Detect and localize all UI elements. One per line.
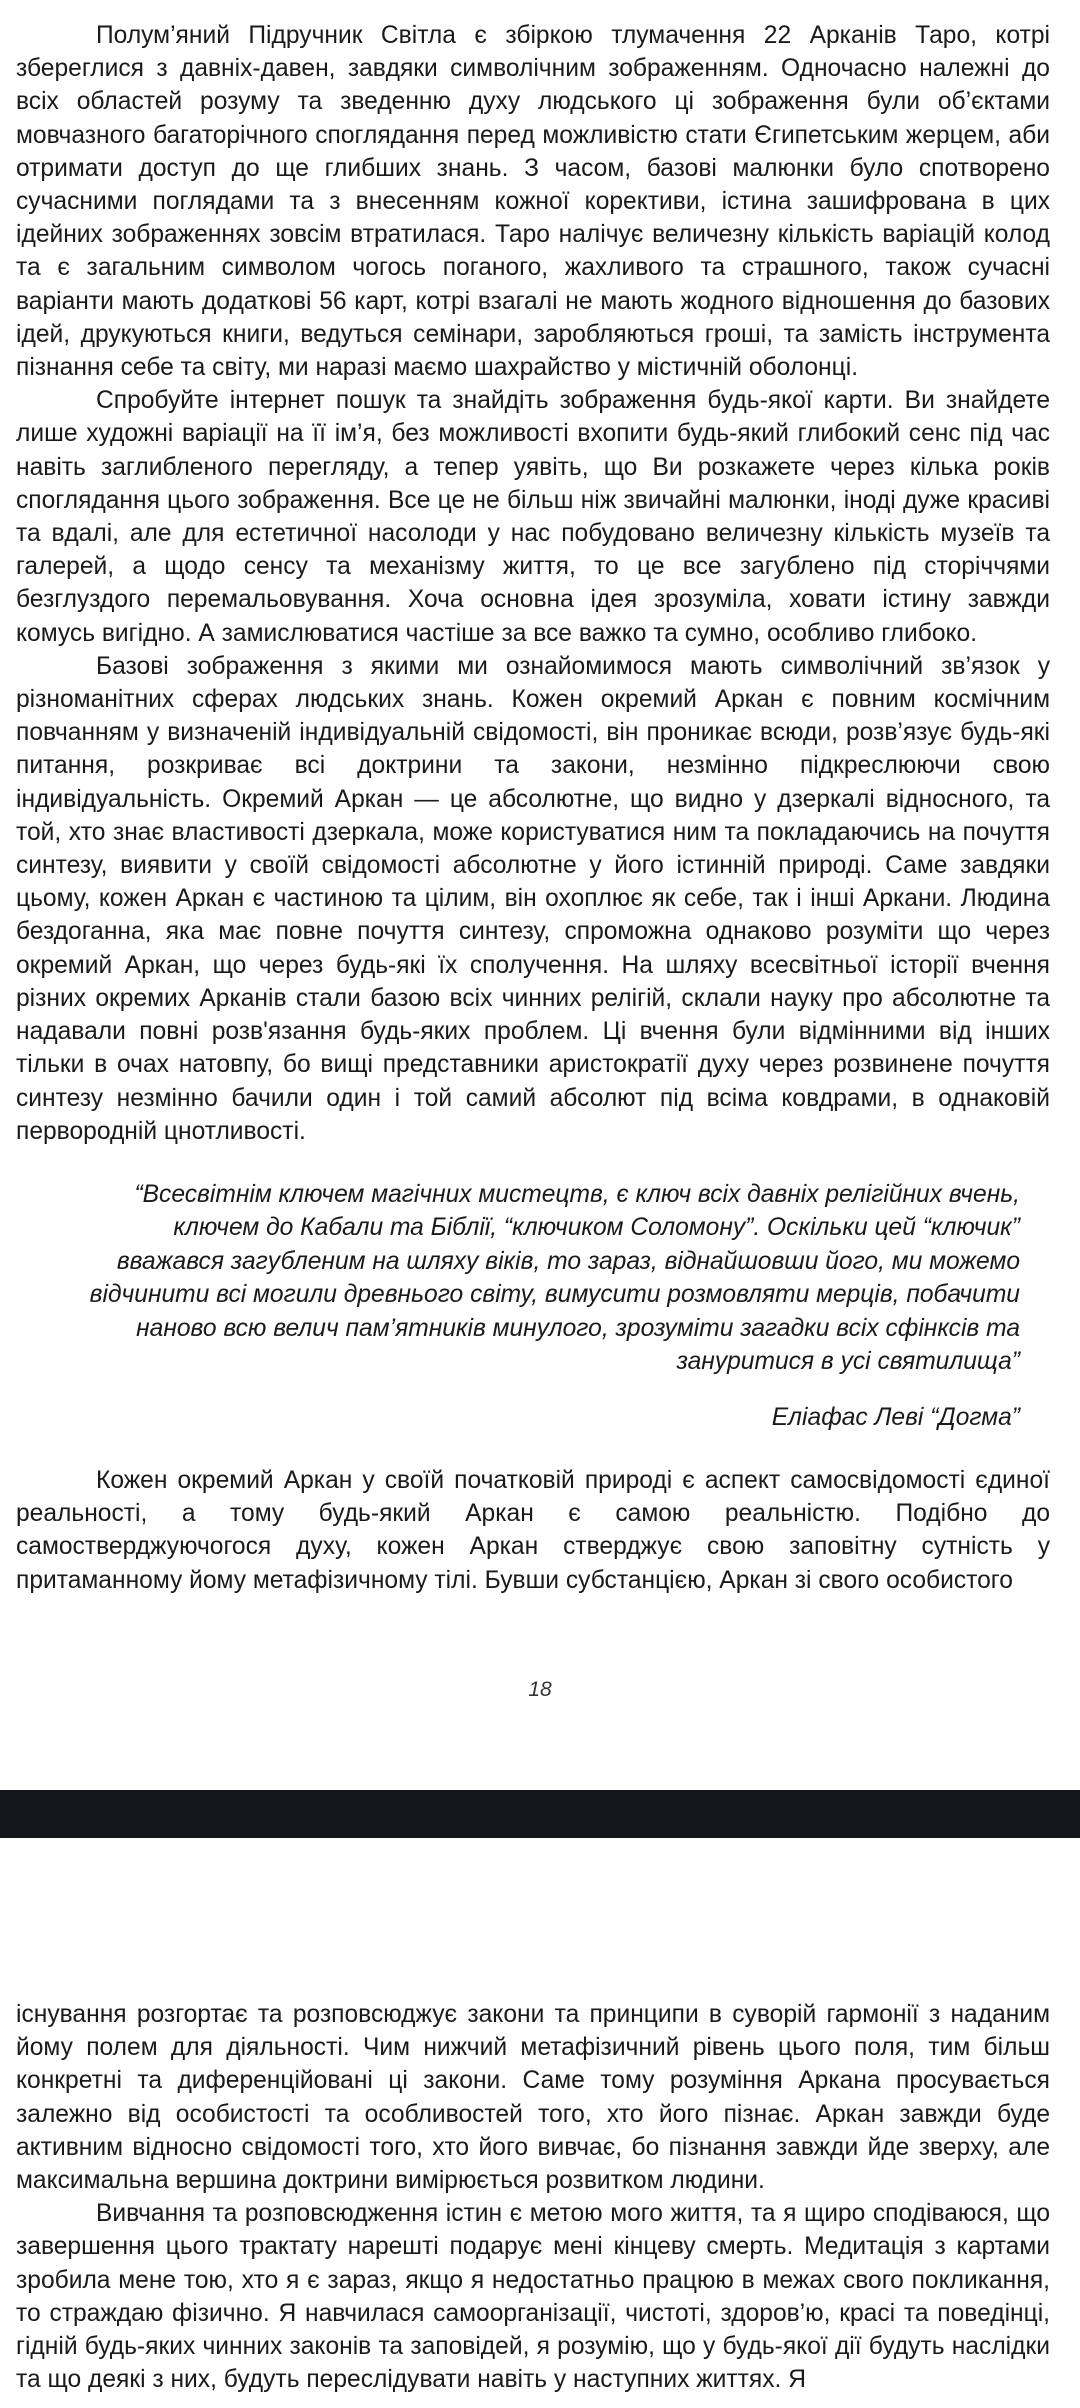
paragraph-arcana-nature: Кожен окремий Аркан у своїй початковій природі є аспект самосвідомості єдиної реальності, а тому будь-який Аркан є самою реальністю. Подібно до самостверджуючогося духу, кожен Аркан стверджує свою заповітну сутність у притаманному йому метафізичному тілі. Бувши субстанцією, Аркан зі свого особистого (16, 1466, 1050, 1594)
quote-attribution: Еліафас Леві “Догма” (771, 1403, 1020, 1431)
paragraph-internet-search: Спробуйте інтернет пошук та знайдіть зображення будь-якої карти. Ви знайдете лише художні варіації на її ім’я, без можливості вхопити будь-який глибокий сенс під час навіть заглибленого перегляду, а тепер уявіть, що Ви розкажете через кілька років споглядання цього зображення. Все це не більш ніж звичайні малюнки, іноді дуже красиві та вдалі, але для естетичної насолоди у нас побудовано величезну кількість музеїв та галерей, а щодо сенсу та механізму життя, то це все загублено під сторіччями безглуздого перемальовування. Хоча основна ідея зрозуміла, ховати істину завжди комусь вигідно. А замислюватися частіше за все важко та сумно, особливо глибоко. (16, 387, 1050, 647)
paragraph-intro: Полум’яний Підручник Світла є збіркою тлумачення 22 Арканів Таро, котрі збереглися з давніх-давен, завдяки символічним зображенням. Одночасно належні до всіх областей розуму та зведенню духу людського ці зображення були об’єктами мовчазного багаторічного споглядання перед можливістю стати Єгипетським жерцем, аби отримати доступ до ще глибших знань. З часом, базові малюнки було спотворено сучасними поглядами та з внесенням кожної корективи, істина зашифрована в цих ідейних зображеннях зовсім втратилася. Таро налічує величезну кількість варіацій колод та є загальним символом чогось поганого, жахливого та страшного, також сучасні варіанти мають додаткові 56 карт, котрі взагалі не мають жодного відношення до базових ідей, друкуються книги, ведуться семінари, заробляються гроші, та замість інструмента пізнання себе та світу, ми наразі маємо шахрайство у містичній оболонці. (16, 22, 1050, 382)
paragraph-base-images: Базові зображення з якими ми ознайомимося мають символічний зв’язок у різноманітних сферах людських знань. Кожен окремий Аркан є повним космічним повчанням у визначеній індивідуальній свідомості, він проникає всюди, розв’язує будь-які питання, розкриває всі доктрини та закони, незмінно підкреслюючи свою індивідуальність. Окремий Аркан — це абсолютне, що видно у дзеркалі відносного, та той, хто знає властивості дзеркала, може користуватися ним та покладаючись на почуття синтезу, виявити у своїй свідомості абсолютне у його істинній природі. Саме завдяки цьому, кожен Аркан є частиною та цілим, він охоплює як себе, так і інші Аркани. Людина бездоганна, яка має повне почуття синтезу, спроможна однаково розуміти що через окремий Аркан, що через будь-які їх сполучення. На шляху всесвітньої історії вчення різних окремих Арканів стали базою всіх чинних релігій, склали науку про абсолютне та надавали повні розв'язання будь-яких проблем. Ці вчення були відмінними від інших тільки в очах натовпу, бо вищі представники аристократії духу через розвинене почуття синтезу незмінно бачили один і той самий абсолют під всіма ковдрами, в однаковій первородній цнотливості. (16, 652, 1050, 1145)
paragraph-life-purpose: Вивчання та розповсюдження істин є метою мого життя, та я щиро сподіваюся, що завершення цього трактату нарешті подарує мені кінцеву смерть. Медитація з картами зробила мене тою, хто я є зараз, якщо я недостатньо працюю в межах свого покликання, то страждаю фізично. Я навчилася самоорганізації, чистоті, здоров’ю, красі та поведінці, гідній будь-яких чинних законів та заповідей, я розумію, що у будь-якої дії будуть наслідки та що деякі з них, будуть переслідувати навіть у наступних життях. Я (16, 2200, 1050, 2394)
epigraph-quote: “Всесвітнім ключем магічних мистецтв, є ключ всіх давніх релігійних вчень, ключем до Кабали та Біблії, “ключиком Соломону”. Оскільки цей “ключик” вважався загубленим на шляху віків, то зараз, віднайшовши його, ми можемо відчинити всі могили древнього світу, вимусити розмовляти мерців, побачити наново всю велич пам’ятників минулого, зрозуміти загадки всіх сфінксів та зануритися в усі святилища” (89, 1180, 1020, 1376)
paragraph-continuation: існування розгортає та розповсюджує закони та принципи в суворій гармонії з наданим йому полем для діяльності. Чим нижчий метафізичний рівень цього поля, тим більш конкретні та диференційовані ці закони. Саме тому розуміння Аркана просувається залежно від особистості та особливостей того, хто його пізнає. Аркан завжди буде активним відносно свідомості того, хто його вивчає, бо пізнання завжди йде зверху, але максимальна вершина доктрини вимірюється розвитком людини. (16, 2001, 1050, 2195)
document-page-19 (0, 1838, 1080, 2408)
page-separator (0, 1790, 1080, 1838)
page-number: 18 (528, 1678, 552, 1701)
